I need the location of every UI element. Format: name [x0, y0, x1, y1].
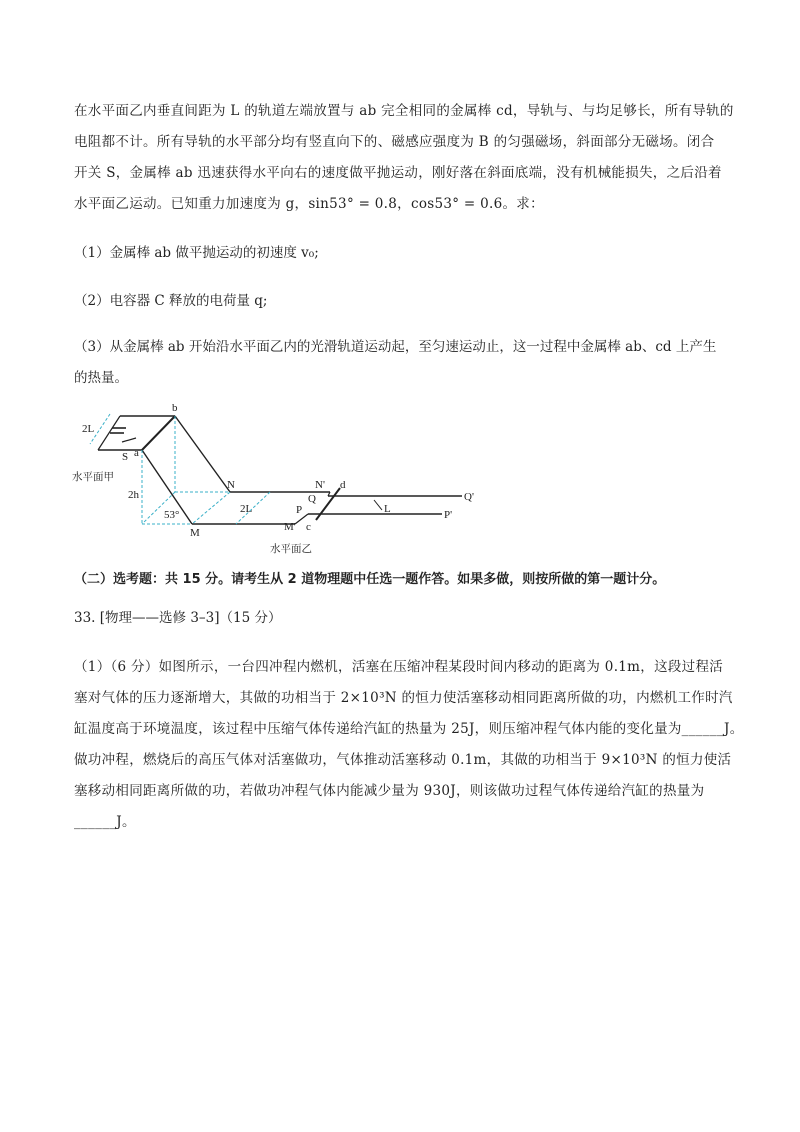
label-2L-mid: 2L	[240, 503, 253, 515]
helper-line	[192, 492, 230, 524]
label-Q: Q	[308, 493, 316, 505]
metal-bar-cd	[316, 488, 340, 520]
label-Q-prime: Q'	[464, 491, 474, 503]
label-plane-jia: 水平面甲	[72, 471, 114, 483]
metal-bar-ab	[142, 416, 175, 450]
label-M-prime: M'	[284, 521, 296, 533]
label-plane-yi: 水平面乙	[270, 543, 312, 555]
intro-line: 电阻都不计。所有导轨的水平部分均有竖直向下的、磁感应强度为 B 的匀强磁场，斜面部分无磁场。闭合	[74, 134, 715, 150]
question-3-line-1: （3）从金属棒 ab 开始沿水平面乙内的光滑轨道运动起，至匀速运动止，这一过程中金属棒 ab、cd 上产生	[74, 339, 717, 355]
label-N: N	[227, 479, 235, 491]
label-2h: 2h	[128, 489, 139, 501]
label-angle: 53°	[164, 509, 180, 521]
problem-line: 做功冲程，燃烧后的高压气体对活塞做功，气体推动活塞移动 0.1m，其做的功相当于 9×10³N 的恒力使活	[74, 752, 732, 768]
dimension-L	[374, 500, 382, 510]
label-N-prime: N'	[315, 479, 325, 491]
problem-title: 33. [物理——选修 3–3]（15 分）	[74, 610, 282, 626]
rail-diagram	[70, 400, 500, 570]
intro-line: 开关 S，金属棒 ab 迅速获得水平向右的速度做平抛运动，刚好落在斜面底端，没有机械能损失，之后沿着	[74, 165, 722, 181]
problem-line: 缸温度高于环境温度，该过程中压缩气体传递给汽缸的热量为 25J，则压缩冲程气体内能的变化量为______J。	[74, 721, 744, 737]
question-2: （2）电容器 C 释放的电荷量 q;	[74, 293, 268, 309]
label-c: c	[306, 521, 311, 533]
intro-line: 水平面乙运动。已知重力加速度为 g，sin53° = 0.8，cos53° = 0.6。求：	[74, 196, 544, 212]
label-P: P	[296, 504, 303, 516]
label-b: b	[172, 402, 178, 414]
intro-paragraph	[74, 96, 734, 220]
label-S: S	[122, 451, 129, 463]
switch-blade	[122, 438, 136, 442]
intro-line: 在水平面乙内垂直间距为 L 的轨道左端放置与 ab 完全相同的金属棒 cd，导轨与、与均足够长，所有导轨的	[74, 103, 734, 119]
problem-line: （1）（6 分）如图所示，一台四冲程内燃机，活塞在压缩冲程某段时间内移动的距离为 0.1m，这段过程活	[74, 659, 724, 675]
label-2L: 2L	[82, 423, 95, 435]
section-heading: （二）选考题：共 15 分。请考生从 2 道物理题中任选一题作答。如果多做，则按所做的第一题计分。	[74, 572, 666, 587]
problem-line: 塞移动相同距离所做的功，若做功冲程气体内能减少量为 930J，则该做功过程气体传递给汽缸的热量为	[74, 783, 705, 799]
label-d: d	[340, 479, 346, 491]
problem-33-body	[74, 652, 744, 838]
problem-line: 塞对气体的压力逐渐增大，其做的功相当于 2×10³N 的恒力使活塞移动相同距离所做的功，内燃机工作时汽	[74, 690, 733, 706]
label-a: a	[134, 447, 139, 459]
question-3-line-2: 的热量。	[74, 370, 128, 386]
problem-line: ______J。	[74, 814, 136, 830]
slope-rail-back	[175, 416, 230, 492]
label-M: M	[190, 527, 200, 539]
label-P-prime: P'	[444, 509, 453, 521]
label-L: L	[384, 503, 391, 515]
question-1: （1）金属棒 ab 做平抛运动的初速度 v₀;	[74, 245, 319, 261]
